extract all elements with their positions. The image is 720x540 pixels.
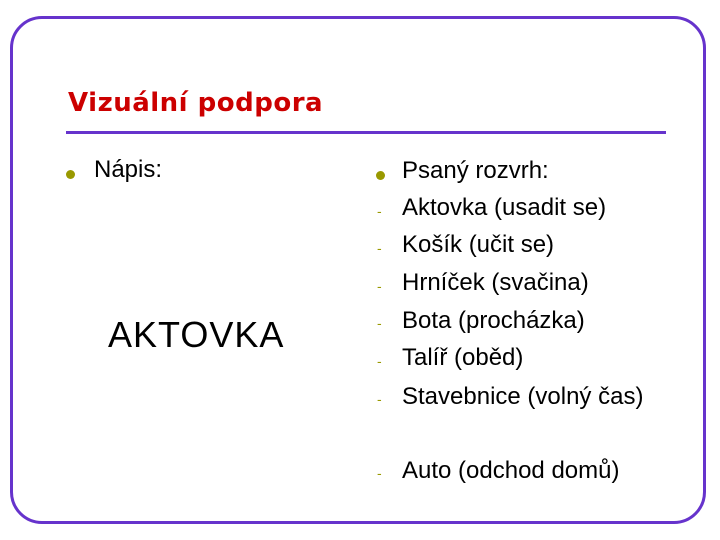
bullet-dot-right (376, 171, 385, 180)
schedule-item: Auto (odchod domů) (402, 457, 620, 484)
list-dash: - (377, 465, 382, 481)
list-dash: - (377, 278, 382, 294)
schedule-item: Talíř (oběd) (402, 344, 524, 371)
list-dash: - (377, 391, 382, 407)
list-dash: - (377, 203, 382, 219)
schedule-item: Hrníček (svačina) (402, 269, 589, 296)
list-dash: - (377, 240, 382, 256)
schedule-item: Stavebnice (volný čas) (402, 383, 644, 410)
bullet-dot-left (66, 170, 75, 179)
slide-title: Vizuální podpora (68, 88, 324, 118)
right-heading: Psaný rozvrh: (402, 157, 549, 184)
schedule-item: Bota (procházka) (402, 307, 585, 334)
schedule-item: Košík (učit se) (402, 231, 555, 258)
sign-word: AKTOVKA (108, 314, 285, 355)
list-dash: - (377, 315, 382, 331)
list-dash: - (377, 353, 382, 369)
schedule-item: Aktovka (usadit se) (402, 194, 607, 221)
left-heading: Nápis: (94, 156, 163, 183)
title-underline (66, 131, 666, 134)
